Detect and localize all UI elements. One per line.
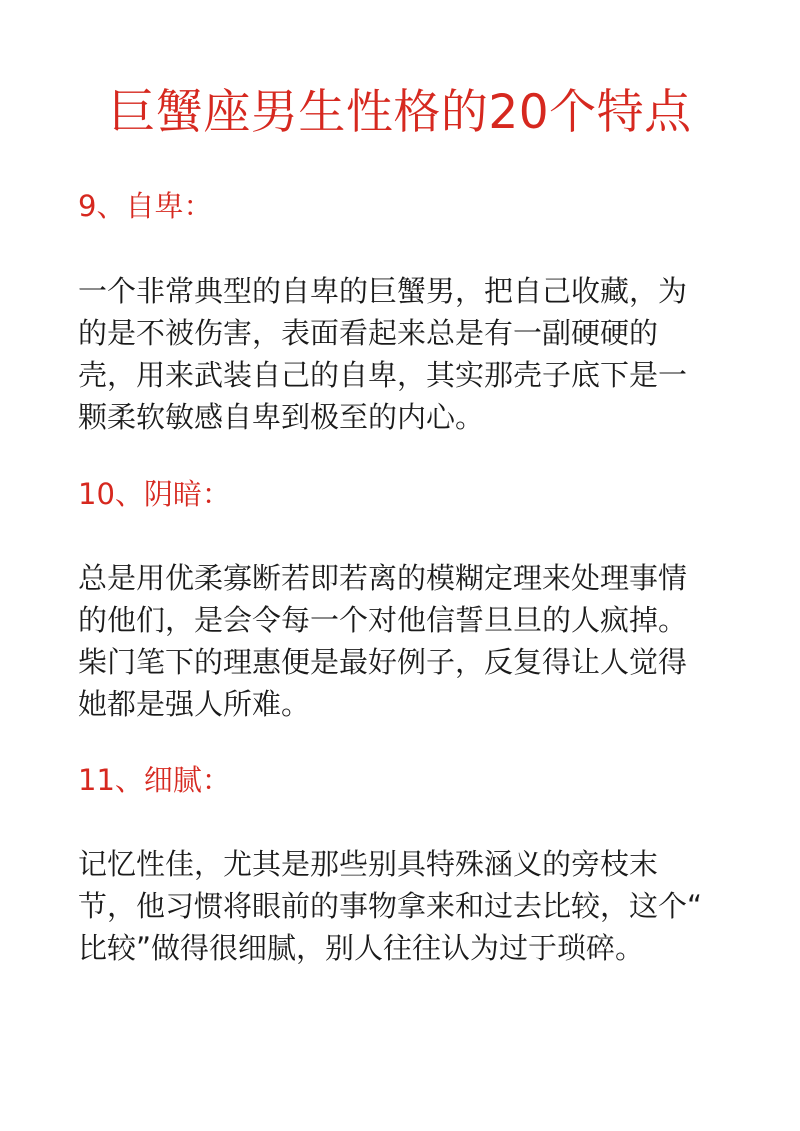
section-heading: 9、自卑： xyxy=(78,189,213,223)
section-delicate-body xyxy=(78,843,718,969)
paragraph-line: 节，他习惯将眼前的事物拿来和过去比较，这个“ xyxy=(78,889,703,923)
paragraph-line: 一个非常典型的自卑的巨蟹男，把自己收藏，为 xyxy=(78,274,688,308)
paragraph-line: 壳，用来武装自己的自卑，其实那壳子底下是一 xyxy=(78,358,688,392)
section-inferiority xyxy=(78,186,718,226)
paragraph-line: 比较”做得很细腻，别人往往认为过于琐碎。 xyxy=(78,931,645,965)
page-title: 巨蟹座男生性格的20个特点 xyxy=(108,85,692,140)
section-gloomy-body xyxy=(78,557,718,725)
paragraph-line: 的他们，是会令每一个对他信誓旦旦的人疯掉。 xyxy=(78,603,688,637)
paragraph-line: 总是用优柔寡断若即若离的模糊定理来处理事情 xyxy=(78,561,688,595)
section-inferiority-body xyxy=(78,270,718,438)
section-gloomy xyxy=(78,474,718,514)
paragraph-line: 她都是强人所难。 xyxy=(78,687,311,721)
section-heading: 11、细腻： xyxy=(78,763,231,797)
section-heading: 10、阴暗： xyxy=(78,477,231,511)
paragraph-line: 的是不被伤害，表面看起来总是有一副硬硬的 xyxy=(78,316,659,350)
section-delicate xyxy=(78,760,718,800)
paragraph-line: 记忆性佳，尤其是那些别具特殊涵义的旁枝末 xyxy=(78,847,659,881)
paragraph-line: 柴门笔下的理惠便是最好例子，反复得让人觉得 xyxy=(78,645,688,679)
paragraph-line: 颗柔软敏感自卑到极至的内心。 xyxy=(78,400,485,434)
section-paragraph xyxy=(78,557,718,725)
section-paragraph xyxy=(78,843,718,969)
section-paragraph xyxy=(78,270,718,438)
